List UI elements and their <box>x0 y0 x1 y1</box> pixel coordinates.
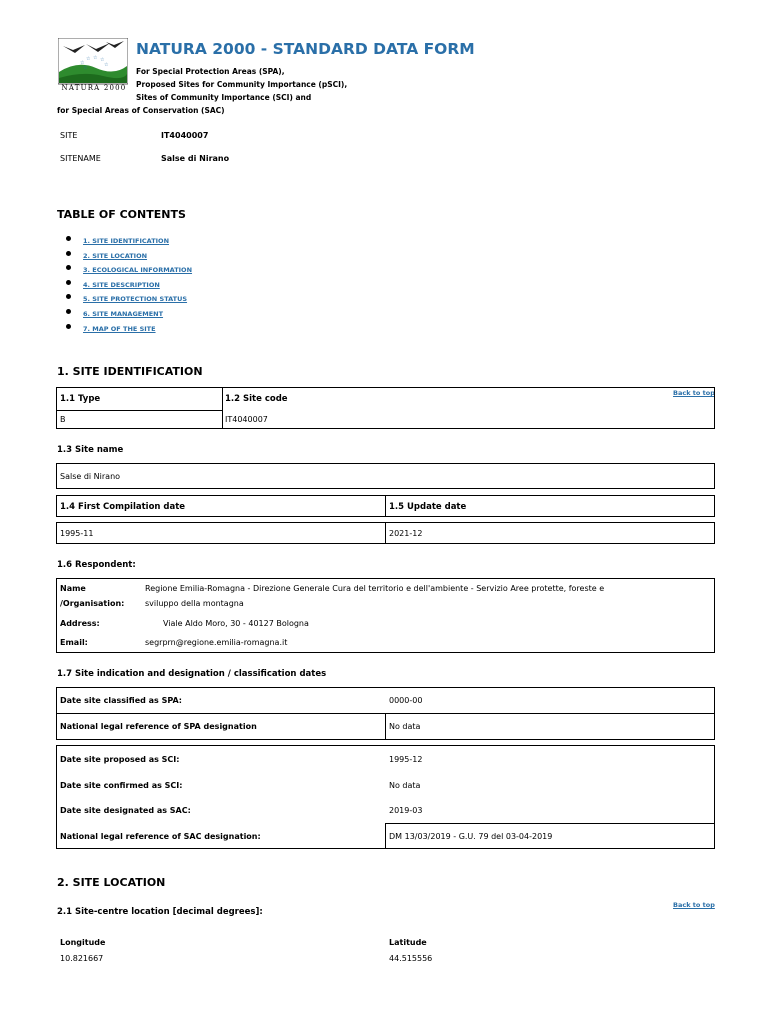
subtitle-line-1: For Special Protection Areas (SPA), <box>136 67 285 76</box>
svg-text:☆: ☆ <box>93 55 98 61</box>
toc-link-ecological-information[interactable]: 3. ECOLOGICAL INFORMATION <box>83 266 193 274</box>
subtitle-line-2: Proposed Sites for Community Importance (pSCI), <box>136 80 348 89</box>
toc-item <box>66 236 169 245</box>
site-label: SITE <box>60 131 78 140</box>
spa-classified-value: 0000-00 <box>389 696 423 705</box>
respondent-name-value-cont: sviluppo della montagna <box>145 599 244 608</box>
type-label: 1.1 Type <box>60 394 101 404</box>
svg-text:☆: ☆ <box>104 62 109 68</box>
toc-item <box>66 280 160 289</box>
subtitle-line-3: Sites of Community Importance (SCI) and <box>136 93 312 102</box>
type-value: B <box>60 415 66 424</box>
svg-text:☆: ☆ <box>83 65 88 71</box>
site-name-box <box>56 463 715 489</box>
sac-designated-label: Date site designated as SAC: <box>60 806 191 815</box>
sitename-label: SITENAME <box>60 154 101 163</box>
bullet-icon <box>66 251 71 256</box>
first-compilation-value: 1995-11 <box>60 529 94 538</box>
site-centre-heading: 2.1 Site-centre location [decimal degrees]: <box>57 907 263 917</box>
toc-item <box>66 294 187 303</box>
latitude-value: 44.515556 <box>389 954 433 963</box>
respondent-org-label: /Organisation: <box>60 599 125 608</box>
toc-title: TABLE OF CONTENTS <box>57 208 186 221</box>
sitename-value: Salse di Nirano <box>161 154 230 163</box>
update-date-value: 2021-12 <box>389 529 423 538</box>
spa-reference-value: No data <box>389 722 421 731</box>
svg-text:☆: ☆ <box>80 60 85 66</box>
toc-link-site-description[interactable]: 4. SITE DESCRIPTION <box>83 281 160 289</box>
page-title: NATURA 2000 - STANDARD DATA FORM <box>136 40 475 58</box>
bullet-icon <box>66 236 71 241</box>
sac-designated-value: 2019-03 <box>389 806 423 815</box>
respondent-email-label: Email: <box>60 638 88 647</box>
site-code-label: 1.2 Site code <box>225 394 288 404</box>
back-to-top-link[interactable]: Back to top <box>673 901 715 909</box>
svg-text:☆: ☆ <box>100 57 105 63</box>
spa-reference-label: National legal reference of SPA designation <box>60 722 257 731</box>
spa-classified-label: Date site classified as SPA: <box>60 696 183 705</box>
site-code-value: IT4040007 <box>161 131 209 140</box>
respondent-heading: 1.6 Respondent: <box>57 560 136 570</box>
toc-link-site-protection-status[interactable]: 5. SITE PROTECTION STATUS <box>83 295 188 303</box>
toc-link-site-management[interactable]: 6. SITE MANAGEMENT <box>83 310 164 318</box>
bullet-icon <box>66 265 71 270</box>
sci-proposed-label: Date site proposed as SCI: <box>60 755 180 764</box>
svg-text:☆: ☆ <box>86 56 91 62</box>
longitude-label: Longitude <box>60 938 106 947</box>
bullet-icon <box>66 294 71 299</box>
sac-reference-label: National legal reference of SAC designation: <box>60 832 261 841</box>
section-1-title: 1. SITE IDENTIFICATION <box>57 365 203 378</box>
site-name-value: Salse di Nirano <box>60 472 121 481</box>
respondent-address-label: Address: <box>60 619 100 628</box>
longitude-value: 10.821667 <box>60 954 104 963</box>
bullet-icon <box>66 324 71 329</box>
toc-link-map-of-the-site[interactable]: 7. MAP OF THE SITE <box>83 325 156 333</box>
toc-link-site-identification[interactable]: 1. SITE IDENTIFICATION <box>83 237 170 245</box>
type-code-table <box>56 387 715 429</box>
subtitle-line-4: for Special Areas of Conservation (SAC) <box>57 106 225 115</box>
sci-confirmed-label: Date site confirmed as SCI: <box>60 781 183 790</box>
back-to-top-link[interactable]: Back to top <box>673 389 715 397</box>
first-compilation-label: 1.4 First Compilation date <box>60 502 186 512</box>
section-2-title: 2. SITE LOCATION <box>57 876 166 889</box>
site-code-value: IT4040007 <box>225 415 268 424</box>
toc-item <box>66 251 147 260</box>
designation-heading: 1.7 Site indication and designation / classification dates <box>57 669 327 679</box>
update-date-label: 1.5 Update date <box>389 502 467 512</box>
toc-item <box>66 324 156 333</box>
respondent-email-value: segrprn@regione.emilia-romagna.it <box>145 638 288 647</box>
toc-item <box>66 265 192 274</box>
sci-proposed-value: 1995-12 <box>389 755 423 764</box>
respondent-name-value: Regione Emilia-Romagna - Direzione Generale Cura del territorio e dell'ambiente - Servizio Aree protette, foreste e <box>145 584 605 593</box>
toc-link-site-location[interactable]: 2. SITE LOCATION <box>83 252 148 260</box>
respondent-name-label: Name <box>60 584 86 593</box>
respondent-address-value: Viale Aldo Moro, 30 - 40127 Bologna <box>163 619 309 628</box>
bullet-icon <box>66 280 71 285</box>
logo-text: NATURA 2000 <box>61 84 127 92</box>
toc-item <box>66 309 163 318</box>
bullet-icon <box>66 309 71 314</box>
site-name-heading: 1.3 Site name <box>57 445 124 455</box>
sci-confirmed-value: No data <box>389 781 421 790</box>
sac-reference-value: DM 13/03/2019 - G.U. 79 del 03-04-2019 <box>389 832 553 841</box>
latitude-label: Latitude <box>389 938 427 947</box>
